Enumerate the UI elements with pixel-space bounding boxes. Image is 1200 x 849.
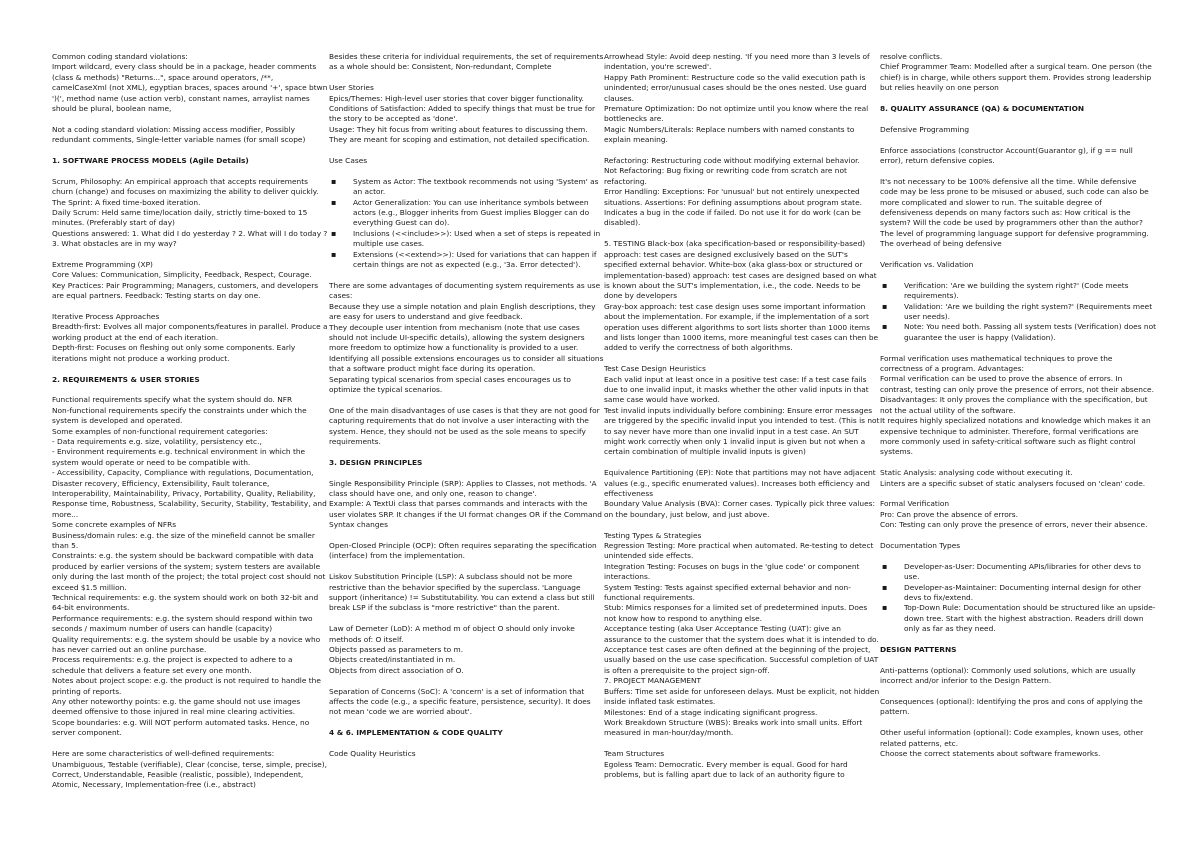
text-line: They decouple user intention from mechanism (note that use cases should not include UI-specific details), allowing the system designers more freedom to optimize how a functionality is provided to a user. xyxy=(329,322,585,353)
section-heading xyxy=(880,104,1156,114)
list-item: ▪ Validation: 'Are we building the right system?' (Requirements meet user needs). xyxy=(880,302,1156,323)
text-line: 8. QUALITY ASSURANCE (QA) & DOCUMENTATION xyxy=(880,104,1085,114)
paragraph xyxy=(604,531,880,739)
column-3 xyxy=(604,52,880,791)
text-line: resolve conflicts. xyxy=(880,52,943,61)
text-line: - Environment requirements e.g. technical environment in which the system would operate or need to be compatible with. xyxy=(52,447,306,467)
section-heading xyxy=(52,156,328,166)
text-line: Liskov Substitution Principle (LSP): A subclass should not be more restrictive than the behavior specified by the superclass. 'Language support (inheritance) != Substitutability. You can extend a class but still break LSP if the subclass is "more restrictive" than the parent. xyxy=(329,572,595,613)
text-line: Breadth-first: Evolves all major components/features in parallel. Produce a working product at the end of each iteration. xyxy=(52,322,328,342)
text-line: DESIGN PATTERNS xyxy=(880,644,957,654)
text-line: Test invalid inputs individually before combining: Ensure error messages are triggered by the specific invalid input you intended to test. (This is not to say never have more than one invalid input in a test case. An SUT might work correctly when only 1 invalid input is given but not when a certain combination of multiple invalid inputs is given) xyxy=(604,405,880,457)
paragraph xyxy=(329,52,605,73)
text-line: Identifying all possible extensions encourages us to consider all situations that a software product might face during its operation. xyxy=(329,353,604,374)
text-line: Epics/Themes: High-level user stories that cover bigger functionality. xyxy=(329,93,584,103)
section-heading xyxy=(880,645,1156,655)
text-line: Not a coding standard violation: Missing access modifier, Possibly redundant comments, Single-letter variable names (for small scope) xyxy=(52,124,306,145)
text-line: Egoless Team: Democratic. Every member is equal. Good for hard problems, but is falling apart due to lack of an authority figure to xyxy=(604,759,848,779)
section-heading xyxy=(329,728,605,738)
text-line: There are some advantages of documenting system requirements as use cases: xyxy=(329,280,601,301)
paragraph xyxy=(880,728,1156,759)
text-line: Linters are a specific subset of static analysers focused on 'clean' code. xyxy=(880,478,1146,488)
text-line: Milestones: End of a stage indicating significant progress. xyxy=(604,707,818,717)
text-line: Integration Testing: Focuses on bugs in the 'glue code' or component interactions. xyxy=(604,561,860,582)
text-line: Defensive Programming xyxy=(880,124,970,134)
text-line: Consequences (optional): Identifying the pros and cons of applying the pattern. xyxy=(880,696,1143,717)
text-line: Equivalence Partitioning (EP): Note that partitions may not have adjacent values (e.g., specific enumerated values). Increases both efficiency and effectiveness xyxy=(604,468,876,498)
text-line: Stub: Mimics responses for a limited set of predetermined inputs. Does not know how to respond to anything else. xyxy=(604,603,868,623)
text-line: Happy Path Prominent: Restructure code so the valid execution path is unindented; error/unusual cases should be the ones nested. Use guard clauses. xyxy=(604,72,867,103)
text-line: The Sprint: A fixed time-boxed iteration. xyxy=(52,197,201,207)
text-line: Scrum, Philosophy: An empirical approach that accepts requirements churn (change) and focuses on maximizing the ability to deliver quickly. xyxy=(52,176,319,197)
text-line: Technical requirements: e.g. the system should work on both 32-bit and 64-bit environments. xyxy=(52,593,319,613)
text-line: Con: Testing can only prove the presence of errors, never their absence. xyxy=(880,520,1148,530)
text-line: Choose the correct statements about software frameworks. xyxy=(880,748,1101,758)
text-line: Anti-patterns (optional): Commonly used solutions, which are usually incorrect and/or inferior to the Design Pattern. xyxy=(880,665,1136,686)
list-item: ▪ Developer-as-User: Documenting APIs/libraries for other devs to use. xyxy=(880,562,1156,583)
text-line: Conditions of Satisfaction: Added to specify things that must be true for the story to be accepted as 'done'. xyxy=(329,104,596,124)
paragraph xyxy=(604,468,880,520)
paragraph xyxy=(52,312,328,364)
paragraph xyxy=(52,749,328,791)
text-line: Other useful information (optional): Code examples, known uses, other related patterns, etc. xyxy=(880,728,1144,748)
text-line: Documentation Types xyxy=(880,540,961,550)
text-line: Acceptance testing (aka User Acceptance Testing (UAT): give an assurance to the customer that the system does what it is intended to do. Acceptance test cases are often defined at the beginning of the project, usually based on the use case specification. Successful completion of UAT is often a prerequisite to the project sign-off. xyxy=(604,624,879,675)
text-line: Formal Verification xyxy=(880,499,950,509)
paragraph xyxy=(329,624,605,676)
text-line: 5. TESTING Black-box (aka specification-based or responsibility-based) approach: test cases are designed exclusively based on the SUT's specified external behavior. White-box (aka glass-box or structured or implementation-based) approach: test cases are designed based on what is known about the SUT's implementation, i.e., the code. Needs to be done by developers xyxy=(604,239,877,301)
text-line: Each valid input at least once in a positive test case: If a test case fails due to one invalid input, it masks whether the other valid inputs in that same case would have worked. xyxy=(604,374,869,405)
text-line: Separating typical scenarios from special cases encourages us to optimize the typical scenarios. xyxy=(329,374,571,394)
text-line: 1. SOFTWARE PROCESS MODELS (Agile Details) xyxy=(52,156,249,166)
text-line: It's not necessary to be 100% defensive all the time. While defensive code may be less prone to be misused or abused, such code can also be more complicated and slower to run. The suitable degree of defensiveness depends on many factors such as: How critical is the system? Will the code be used by programmers other than the author? The level of programming language support for defensive programming. The overhead of being defensive xyxy=(880,176,1149,249)
text-line: Test Case Design Heuristics xyxy=(604,364,706,374)
text-line: Pro: Can prove the absence of errors. xyxy=(880,509,1018,519)
text-line: Formal verification uses mathematical techniques to prove the correctness of a program. Advantages: xyxy=(880,353,1113,374)
text-line: Here are some characteristics of well-defined requirements: xyxy=(52,749,275,759)
text-line: Depth-first: Focuses on fleshing out only some components. Early iterations might not produce a working product. xyxy=(52,343,296,363)
column-2 xyxy=(329,52,605,770)
bullet-list xyxy=(329,177,605,271)
paragraph xyxy=(604,749,880,780)
text-line: Import wildcard, every class should be in a package, header comments (class & methods) "Returns...", space around operators, /**, camelCaseXml (not XML), egyptian braces, spaces around '+', space btwn ')(', method name (use action verb), constant names, arraylist names should be plural, boolean name, xyxy=(52,62,328,114)
column-4 xyxy=(880,52,1156,770)
paragraph xyxy=(880,125,1156,135)
text-line: Non-functional requirements specify the constraints under which the system is developed and operated. xyxy=(52,405,307,426)
text-line: Some examples of non-functional requirement categories: xyxy=(52,426,268,436)
paragraph xyxy=(880,177,1156,250)
text-line: Scope boundaries: e.g. Will NOT perform automated tasks. Hence, no server component. xyxy=(52,717,310,738)
text-line: Open-Closed Principle (OCP): Often requires separating the specification (interface) from the implementation. xyxy=(329,540,597,561)
paragraph xyxy=(329,83,605,145)
paragraph xyxy=(880,354,1156,458)
section-heading xyxy=(52,375,328,385)
text-line: Iterative Process Approaches xyxy=(52,312,160,322)
text-line: Arrowhead Style: Avoid deep nesting. 'If you need more than 3 levels of indentation, you're screwed'. xyxy=(604,52,870,72)
text-line: System Testing: Tests against specified external behavior and non-functional requirements. xyxy=(604,582,851,603)
text-line: Separation of Concerns (SoC): A 'concern' is a set of information that affects the code (e.g., a specific feature, persistence, security). It does not mean 'code we are worried about'. xyxy=(329,686,591,717)
text-line: Single Responsibility Principle (SRP): Applies to Classes, not methods. 'A class should have one, and only one, reason to change'. xyxy=(329,478,597,498)
text-line: Quality requirements: e.g. the system should be usable by a novice who has never carried out an online purchase. xyxy=(52,634,321,655)
list-item: ▪ Inclusions (<<include>>): Used when a set of steps is repeated in multiple use cases. xyxy=(329,229,605,250)
list-item: ▪ Note: You need both. Passing all system tests (Verification) does not guarantee the user is happy (Validation). xyxy=(880,322,1156,343)
list-item: ▪ Extensions (<<extend>>): Used for variations that can happen if certain things are not as expected (e.g., '3a. Error detected'). xyxy=(329,250,605,271)
text-line: Usage: They hit focus from writing about features to discussing them. They are meant for scoping and estimation, not detailed specification. xyxy=(329,124,590,145)
text-line: Any other noteworthy points: e.g. the game should not use images deemed offensive to those injured in real mine clearing activities. xyxy=(52,697,301,717)
text-line: Disadvantages: It only proves the compliance with the specification, but not the actual utility of the software. xyxy=(880,395,1148,415)
paragraph xyxy=(604,156,880,229)
text-line: Buffers: Time set aside for unforeseen delays. Must be explicit, not hidden inside inflated task estimates. xyxy=(604,686,880,707)
paragraph xyxy=(880,52,1156,94)
text-line: Some concrete examples of NFRs xyxy=(52,520,177,530)
text-line: Functional requirements specify what the system should do. NFR xyxy=(52,395,293,405)
text-line: Performance requirements: e.g. the system should respond within two seconds / maximum number of users can handle (capacity) xyxy=(52,613,313,634)
text-line: Daily Scrum: Held same time/location daily, strictly time-boxed to 15 minutes. (Preferably start of day) xyxy=(52,208,308,228)
text-line: One of the main disadvantages of use cases is that they are not good for capturing requirements that do not involve a user interacting with the system. Hence, they should not be used as the sole means to specify requirements. xyxy=(329,405,600,446)
list-item: ▪ Developer-as-Maintainer: Documenting internal design for other devs to fix/extend. xyxy=(880,583,1156,604)
paragraph xyxy=(329,479,605,531)
paragraph xyxy=(52,395,328,738)
text-line: Key Practices: Pair Programming; Managers, customers, and developers are equal partners. Feedback: Testing starts on day one. xyxy=(52,280,319,301)
text-line: Business/domain rules: e.g. the size of the minefield cannot be smaller than 5. xyxy=(52,530,315,550)
bullet-list xyxy=(880,281,1156,343)
paragraph xyxy=(604,52,880,146)
paragraph xyxy=(329,541,605,562)
list-item: ▪ Verification: 'Are we building the system right?' (Code meets requirements). xyxy=(880,281,1156,302)
text-line: - Data requirements e.g. size, volatility, persistency etc., xyxy=(52,436,262,446)
text-line: Besides these criteria for individual requirements, the set of requirements as a whole should be: Consistent, Non-redundant, Complete xyxy=(329,52,604,72)
text-line: Enforce associations (constructor Account(Guarantor g), if g == null error), return defensive copies. xyxy=(880,145,1133,166)
paragraph xyxy=(52,177,328,250)
text-line: Gray-box approach: test case design uses some important information about the implementation. For example, if the implementation of a sort operation uses different algorithms to sort lists shorter than 1000 items and lists longer than 1000 items, more meaningful test cases can then be added to verify the correctness of both algorithms. xyxy=(604,301,879,353)
list-item: ▪ System as Actor: The textbook recommends not using 'System' as an actor. xyxy=(329,177,605,198)
paragraph xyxy=(880,666,1156,687)
text-line: Process requirements: e.g. the project is expected to adhere to a schedule that delivers a feature set every one month. xyxy=(52,655,293,675)
text-line: Objects from direct association of O. xyxy=(329,665,464,675)
paragraph xyxy=(329,687,605,718)
paragraph xyxy=(52,260,328,302)
paragraph xyxy=(604,364,880,458)
text-line: Example: A TextUi class that parses commands and interacts with the user violates SRP. It changes if the UI format changes OR if the Command Syntax changes xyxy=(329,499,602,530)
text-line: Notes about project scope: e.g. the product is not required to handle the printing of reports. xyxy=(52,676,321,696)
text-line: Refactoring: Restructuring code without modifying external behavior. xyxy=(604,156,860,166)
paragraph xyxy=(880,260,1156,270)
paragraph xyxy=(329,406,605,448)
text-line: User Stories xyxy=(329,83,374,93)
text-line: Team Structures xyxy=(604,749,665,759)
text-line: Extreme Programming (XP) xyxy=(52,260,153,270)
text-line: Because they use a simple notation and plain English descriptions, they are easy for users to understand and give feedback. xyxy=(329,301,596,322)
text-line: Unambiguous, Testable (verifiable), Clear (concise, terse, simple, precise), Correct, Understandable, Feasible (realistic, possible), Independent, Atomic, Necessary, Implementation-free (i.e., abstract) xyxy=(52,759,327,790)
text-line: Regression Testing: More practical when automated. Re-testing to detect unintended side effects. xyxy=(604,541,874,561)
paragraph xyxy=(880,146,1156,167)
text-line: Testing Types & Strategies xyxy=(604,530,702,540)
paragraph xyxy=(329,156,605,166)
paragraph xyxy=(52,125,328,146)
list-item: ▪ Actor Generalization: You can use inheritance symbols between actors (e.g., Blogger inherits from Guest implies Blogger can do everything Guest can do). xyxy=(329,198,605,229)
paragraph xyxy=(880,541,1156,551)
text-line: Objects created/instantiated in m. xyxy=(329,655,456,665)
text-line: 7. PROJECT MANAGEMENT xyxy=(604,676,702,686)
text-line: Code Quality Heuristics xyxy=(329,749,416,759)
text-line: Core Values: Communication, Simplicity, Feedback, Respect, Courage. xyxy=(52,270,312,280)
bullet-list xyxy=(880,562,1156,635)
text-line: Magic Numbers/Literals: Replace numbers with named constants to explain meaning. xyxy=(604,124,855,145)
paragraph xyxy=(329,281,605,395)
text-line: Boundary Value Analysis (BVA): Corner cases. Typically pick three values: on the boundary, just below, and just above. xyxy=(604,499,875,519)
text-line: It requires highly specialized notations and knowledge which makes it an expensive technique to administer. Therefore, formal verifications are more commonly used in safety-critical software such as flight control systems. xyxy=(880,416,1151,457)
paragraph xyxy=(604,239,880,353)
text-line: 3. DESIGN PRINCIPLES xyxy=(329,457,423,467)
text-line: Objects passed as parameters to m. xyxy=(329,645,464,654)
paragraph xyxy=(329,572,605,614)
text-line: Formal verification can be used to prove the absence of errors. In contrast, testing can only prove the presence of errors, not their absence. xyxy=(880,374,1154,394)
paragraph xyxy=(52,52,328,114)
text-line: Use Cases xyxy=(329,156,368,166)
paragraph xyxy=(880,468,1156,489)
text-line: Chief Programmer Team: Modelled after a surgical team. One person (the chief) is in charge, while others support them. Provides strong leadership but relies heavily on one person xyxy=(880,62,1152,93)
paragraph xyxy=(329,749,605,759)
text-line: - Accessibility, Capacity, Compliance with regulations, Documentation, Disaster recovery, Efficiency, Extensibility, Fault tolerance, Interoperability, Maintainability, Privacy, Portability, Quality, Reliability, Response time, Robustness, Scalability, Security, Stability, Testability, and more... xyxy=(52,468,327,519)
paragraph xyxy=(880,499,1156,530)
text-line: Not Refactoring: Bug fixing or rewriting code from scratch are not refactoring. xyxy=(604,166,847,186)
text-line: Work Breakdown Structure (WBS): Breaks work into small units. Effort measured in man-hour/day/month. xyxy=(604,717,863,738)
column-1 xyxy=(52,52,328,801)
list-item: ▪ Top-Down Rule: Documentation should be structured like an upside-down tree. Start with the highest abstraction. Readers drill down only as far as they need. xyxy=(880,603,1156,634)
text-line: 4 & 6. IMPLEMENTATION & CODE QUALITY xyxy=(329,728,503,738)
text-line: Error Handling: Exceptions: For 'unusual' but not entirely unexpected situations. Assertions: For defining assumptions about program state. Indicates a bug in the code if failed. Do not use it for do work (can be disabled). xyxy=(604,187,862,228)
text-line: Premature Optimization: Do not optimize until you know where the real bottlenecks are. xyxy=(604,104,869,124)
paragraph xyxy=(880,697,1156,718)
section-heading xyxy=(329,458,605,468)
text-line: Common coding standard violations: xyxy=(52,52,188,61)
text-line: Law of Demeter (LoD): A method m of object O should only invoke methods of: O itself. xyxy=(329,624,575,644)
text-line: Static Analysis: analysing code without executing it. xyxy=(880,468,1073,478)
text-line: 2. REQUIREMENTS & USER STORIES xyxy=(52,374,200,384)
text-line: Constraints: e.g. the system should be backward compatible with data produced by earlier versions of the system; system testers are available only during the last month of the project; the total project cost should not exceed $1.5 million. xyxy=(52,551,326,592)
text-line: Verification vs. Validation xyxy=(880,260,974,270)
text-line: Questions answered: 1. What did I do yesterday ? 2. What will I do today ? 3. What obstacles are in my way? xyxy=(52,228,328,249)
